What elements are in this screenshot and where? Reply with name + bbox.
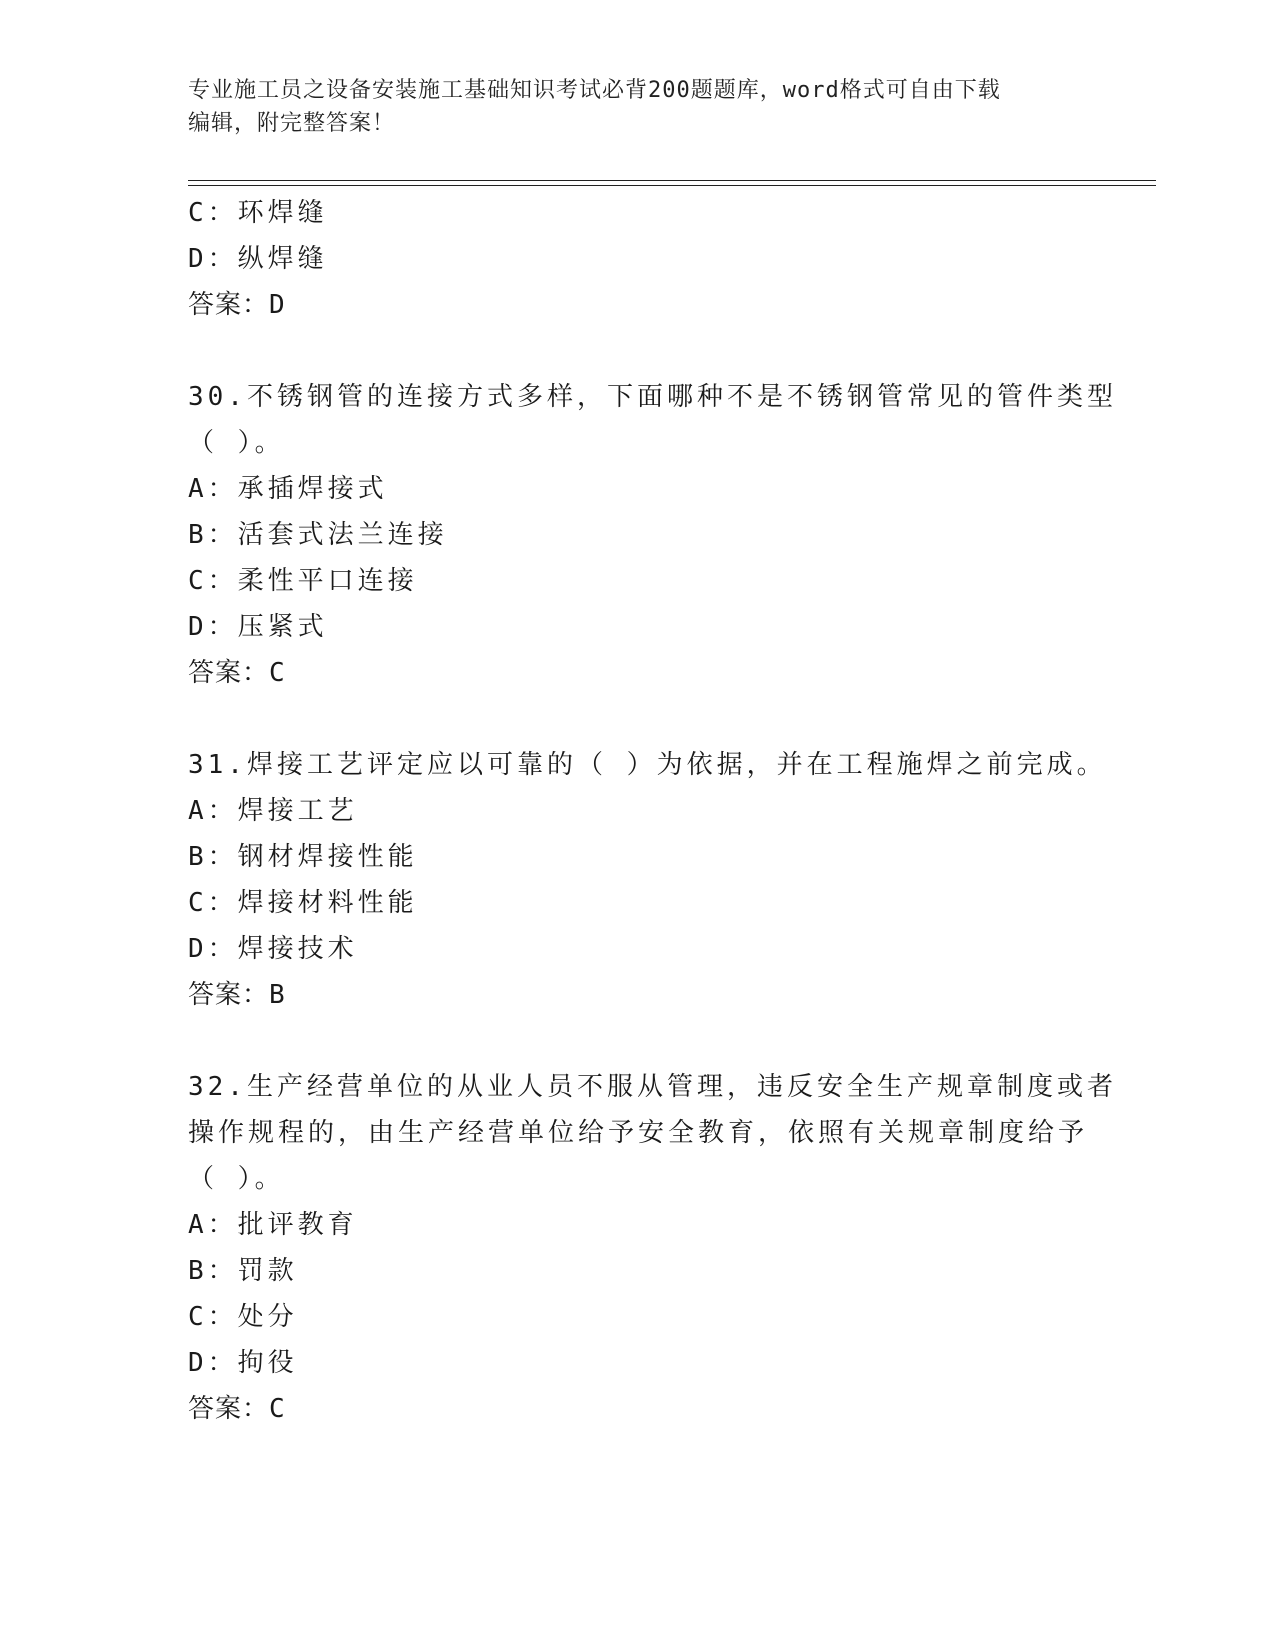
option-c: C：柔性平口连接	[188, 566, 418, 596]
option-c: C：环焊缝	[188, 198, 328, 228]
document-header	[188, 74, 1088, 140]
spacer	[188, 328, 1088, 374]
answer-line: 答案：C	[188, 658, 286, 688]
question-stem: （ ）。	[188, 1164, 285, 1194]
option-b: B：钢材焊接性能	[188, 842, 418, 872]
option-b: B：罚款	[188, 1256, 298, 1286]
question-stem: （ ）。	[188, 428, 285, 458]
spacer	[188, 1018, 1088, 1064]
answer-line: 答案：C	[188, 1394, 286, 1424]
answer-line: 答案：B	[188, 980, 286, 1010]
question-block-31	[188, 742, 1107, 1018]
question-list	[188, 190, 1117, 1432]
option-c: C：处分	[188, 1302, 298, 1332]
option-d: D：纵焊缝	[188, 244, 328, 274]
answer-line: 答案：D	[188, 290, 286, 320]
option-a: A：批评教育	[188, 1210, 358, 1240]
option-d: D：焊接技术	[188, 934, 358, 964]
option-c: C：焊接材料性能	[188, 888, 418, 918]
option-a: A：焊接工艺	[188, 796, 358, 826]
question-stem: 31.焊接工艺评定应以可靠的（ ）为依据，并在工程施焊之前完成。	[188, 750, 1107, 780]
option-d: D：压紧式	[188, 612, 328, 642]
option-a: A：承插焊接式	[188, 474, 388, 504]
question-block-30	[188, 374, 1117, 696]
question-stem: 30.不锈钢管的连接方式多样，下面哪种不是不锈钢管常见的管件类型	[188, 382, 1117, 412]
question-stem: 32.生产经营单位的从业人员不服从管理，违反安全生产规章制度或者	[188, 1072, 1117, 1102]
header-title-line-2: 编辑，附完整答案！	[188, 111, 396, 136]
header-title-line-1: 专业施工员之设备安装施工基础知识考试必背200题题库，word格式可自由下载	[188, 78, 1001, 103]
header-divider-bottom	[188, 185, 1156, 186]
question-block-32	[188, 1064, 1117, 1432]
header-divider-top	[188, 180, 1156, 181]
question-stem: 操作规程的，由生产经营单位给予安全教育，依照有关规章制度给予	[188, 1118, 1089, 1148]
spacer	[188, 696, 1088, 742]
option-b: B：活套式法兰连接	[188, 520, 448, 550]
option-d: D：拘役	[188, 1348, 298, 1378]
question-block-29-continued	[188, 190, 1088, 328]
